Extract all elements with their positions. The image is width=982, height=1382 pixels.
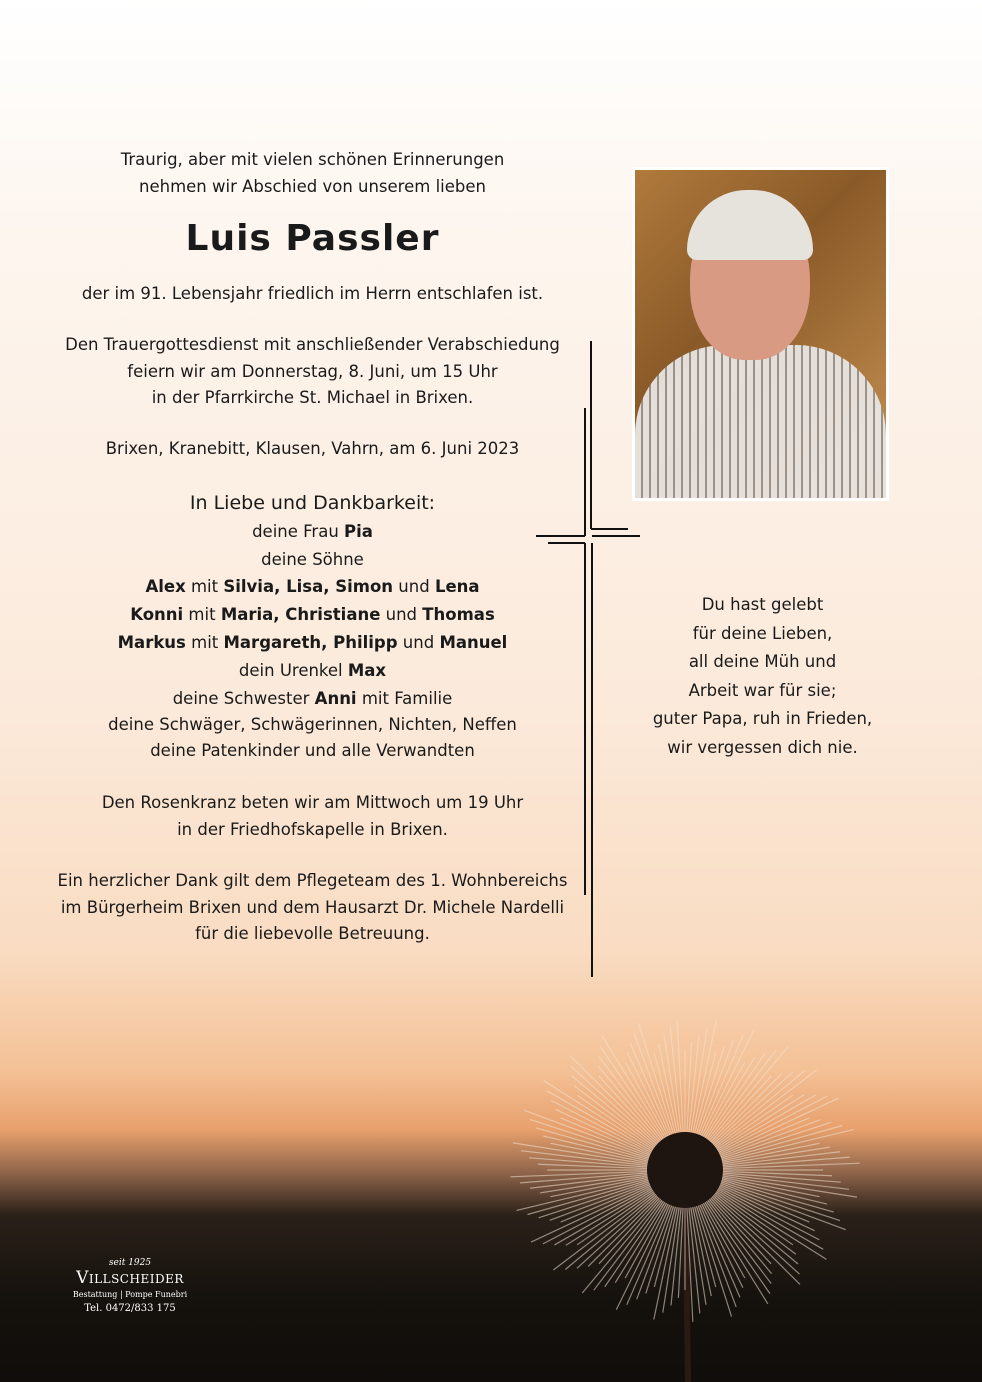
thanks-line: Ein herzlicher Dank gilt dem Pflegeteam des 1. Wohnbereichs xyxy=(57,871,568,890)
rosary-line: Den Rosenkranz beten wir am Mittwoch um 19 Uhr xyxy=(101,793,524,812)
poem-line: wir vergessen dich nie. xyxy=(667,737,858,757)
poem-line: Arbeit war für sie; xyxy=(688,680,837,700)
thanks-line: im Bürgerheim Brixen und dem Hausarzt Dr. Michele Nardelli xyxy=(60,897,565,917)
poem-line: guter Papa, ruh in Frieden, xyxy=(652,709,873,728)
service-line: feiern wir am Donnerstag, 8. Juni, um 15 Uhr xyxy=(127,361,498,381)
subtitle: der im 91. Lebensjahr friedlich im Herrn entschlafen ist. xyxy=(81,284,544,303)
poem-line: Du hast gelebt xyxy=(701,595,824,614)
rosary-line: in der Friedhofskapelle in Brixen. xyxy=(177,819,448,839)
logo-brand: Villscheider xyxy=(76,1268,184,1288)
mourners-heading: In Liebe und Dankbarkeit: xyxy=(189,492,436,514)
funeral-home-logo xyxy=(40,1258,220,1317)
deceased-name: Luis Passler xyxy=(185,218,440,259)
logo-phone: Tel. 0472/833 175 xyxy=(84,1303,176,1314)
thanks-line: für die liebevolle Betreuung. xyxy=(195,924,430,943)
service-line: Den Trauergottesdienst mit anschließender Verabschiedung xyxy=(65,335,560,354)
logo-tagline: Bestattung | Pompe Funebri xyxy=(72,1290,188,1299)
dandelion-image xyxy=(510,1020,870,1382)
logo-since: seit 1925 xyxy=(108,1258,152,1268)
mourner-line: Markus mit Margareth, Philipp und Manuel xyxy=(117,632,508,652)
intro-line: Traurig, aber mit vielen schönen Erinnerungen xyxy=(120,150,505,169)
poem-line: all deine Müh und xyxy=(688,652,837,671)
poem xyxy=(640,591,885,762)
portrait-photo xyxy=(632,167,889,501)
poem-line: für deine Lieben, xyxy=(692,623,833,643)
service-line: in der Pfarrkirche St. Michael in Brixen. xyxy=(151,388,474,407)
intro-line: nehmen wir Abschied von unserem lieben xyxy=(139,176,486,196)
mourner-line: deine Söhne xyxy=(261,549,364,569)
mourner-line: deine Schwester Anni mit Familie xyxy=(172,688,453,708)
mourner-line: Alex mit Silvia, Lisa, Simon und Lena xyxy=(145,577,480,597)
mourner-line: deine Patenkinder und alle Verwandten xyxy=(150,741,475,761)
mourner-line: deine Schwäger, Schwägerinnen, Nichten, Neffen xyxy=(108,715,517,735)
mourner-line: dein Urenkel Max xyxy=(238,660,387,680)
mourner-line: deine Frau Pia xyxy=(252,521,373,541)
mourner-line: Konni mit Maria, Christiane und Thomas xyxy=(130,605,495,625)
place-date: Brixen, Kranebitt, Klausen, Vahrn, am 6. Juni 2023 xyxy=(105,439,520,458)
